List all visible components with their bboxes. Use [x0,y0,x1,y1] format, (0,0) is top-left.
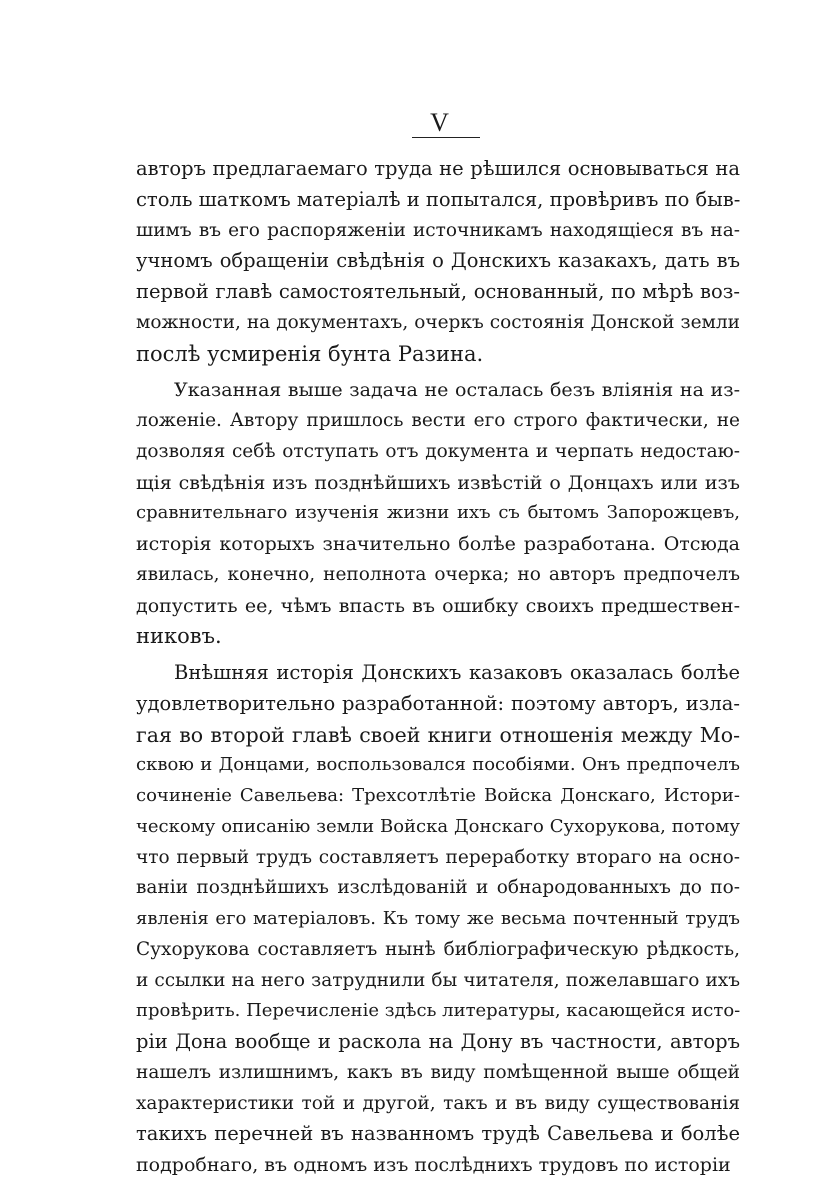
paragraph [136,154,740,369]
text-line: явилась, конечно, неполнота очерка; но авторъ предпочелъ [136,563,740,585]
text-line: ложеніе. Автору пришлось вести его строго фактически, не [136,410,740,431]
text-line: удовлетворительно разработанной: поэтому авторъ, изла- [136,691,740,715]
paragraph [136,658,740,1181]
text-line: что первый трудъ составляетъ переработку втораго на осно- [136,846,740,868]
text-line: и ссылки на него затруднили бы читателя, пожелавшаго ихъ [136,969,740,991]
paragraph [136,375,740,652]
text-line: учномъ обращеніи свѣдѣнія о Донскихъ казакахъ, дать въ [136,249,740,273]
text-line: шимъ въ его распоряженіи источникамъ находящіеся въ на- [136,219,740,241]
text-line: авторъ предлагаемаго труда не рѣшился основываться на [136,157,740,180]
text-line: сквою и Донцами, воспользовался пособіями. Онъ предпочелъ [136,754,740,776]
text-line: гая во второй главѣ своей книги отношенія между Мо- [136,722,740,747]
text-line: нашелъ излишнимъ, какъ въ виду помѣщенной выше общей [136,1061,740,1083]
header-rule [412,137,480,138]
text-line: первой главѣ самостоятельный, основанный, по мѣрѣ воз- [136,280,740,303]
body-text [136,154,740,1187]
text-line: сравнительнаго изученія жизни ихъ съ бытомъ Запорожцевъ, [136,502,740,524]
text-line: Указанная выше задача не осталась безъ вліянія на из- [174,379,740,402]
page-number: V [430,108,450,137]
text-line: Внѣшняя исторія Донскихъ казаковъ оказалась болѣе [174,661,740,684]
text-line: щія свѣдѣнія изъ позднѣйшихъ извѣстій о Донцахъ или изъ [136,471,740,494]
text-line: можности, на документахъ, очеркъ состоянія Донской земли [136,311,740,333]
text-line: Сухорукова составляетъ нынѣ библіографическую рѣдкость, [136,938,740,960]
text-line: дозволяя себѣ отступать отъ документа и черпать недостаю- [136,440,740,462]
text-line: такихъ перечней въ названномъ трудѣ Савельева и болѣе [136,1122,740,1146]
text-line: ваніи позднѣйшихъ изслѣдованій и обнародованныхъ до по- [136,877,740,899]
text-line: никовъ. [136,624,222,649]
text-line: исторія которыхъ значительно болѣе разработана. Отсюда [136,533,740,555]
text-line: сочиненіе Савельева: Трехсотлѣтіе Войска Донскаго, Истори- [136,785,740,806]
text-line: столь шаткомъ матеріалѣ и попытался, провѣривъ по быв- [136,187,740,211]
text-line: подробнаго, въ одномъ изъ послѣднихъ трудовъ по исторіи [136,1154,731,1176]
text-line: ческому описанію земли Войска Донскаго Сухорукова, потому [136,815,740,837]
text-line: провѣрить. Перечисленіе здѣсь литературы, касающейся исто- [136,1000,740,1022]
text-line: послѣ усмиренія бунта Разина. [136,341,484,366]
text-line: допустить ее, чѣмъ впасть въ ошибку своихъ предшествен- [136,594,740,617]
text-line: явленія его матеріаловъ. Къ тому же весьма почтенный трудъ [136,908,740,929]
text-line: характеристики той и другой, такъ и въ виду существованія [136,1092,740,1114]
text-line: ріи Дона вообще и раскола на Дону въ частности, авторъ [136,1030,740,1053]
